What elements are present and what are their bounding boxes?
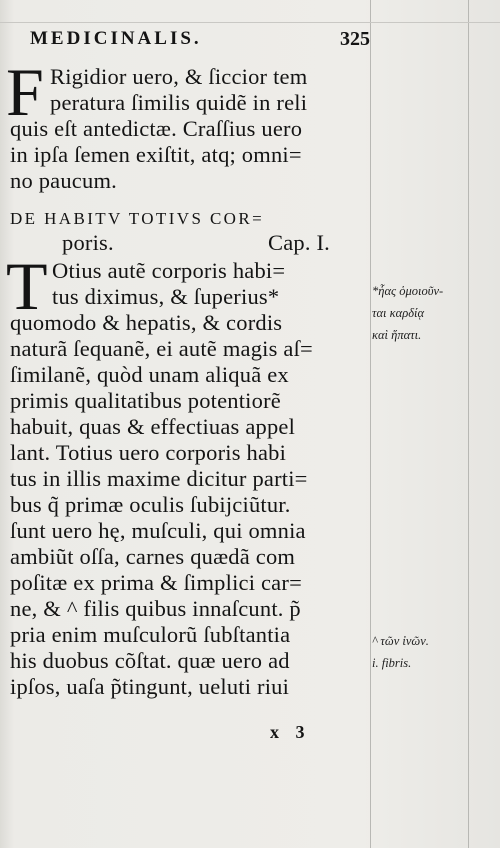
greek-marginal-note	[372, 280, 443, 346]
text-line: habuit, quas & effectiuas appel	[10, 414, 296, 439]
chapter-number: Cap. I.	[268, 230, 331, 255]
fibris-marginal-note	[372, 630, 429, 674]
text-line: quis eſt antedictæ. Craſſius uero	[10, 116, 303, 141]
text-line: his duobus cõſtat. quæ uero ad	[10, 648, 290, 673]
margin-line: ται καρδίᾳ	[372, 306, 425, 320]
signature-mark: x 3	[270, 722, 311, 742]
margin-line: καὶ ἥπατι.	[372, 328, 422, 342]
text-line: quomodo & hepatis, & cordis	[10, 310, 283, 335]
page-number: 325	[340, 28, 370, 50]
text-line: ipſos, uaſa p̃tingunt, ueluti riui	[10, 674, 290, 699]
text-line: Rigidior uero, & ſiccior tem	[50, 64, 308, 89]
text-line: naturã ſequanẽ, ei autẽ magis aſ=	[10, 336, 313, 361]
text-line: tus diximus, & ſuperius*	[52, 284, 280, 309]
text-line: Otius autẽ corporis habi=	[52, 258, 286, 283]
text-line: ne, & ^ filis quibus innaſcunt. p̃	[10, 596, 301, 621]
text-line: ſunt uero hę, muſculi, qui omnia	[10, 518, 306, 543]
text-line: bus q̃ primæ oculis ſubijciũtur.	[10, 492, 291, 517]
text-line: lant. Totius uero corporis habi	[10, 440, 287, 465]
page-fold-line	[370, 0, 371, 848]
text-line: tus in illis maxime dicitur parti=	[10, 466, 308, 491]
chapter-heading: DE HABITV TOTIVS COR=	[10, 209, 265, 228]
text-line: peratura ſimilis quidẽ in reli	[50, 90, 308, 115]
drop-cap-t: T	[6, 248, 48, 324]
text-line: poſitæ ex prima & ſimplici car=	[10, 570, 302, 595]
text-line: no paucum.	[10, 168, 117, 193]
margin-line: *ἧας ὁμοιοῦν-	[372, 284, 444, 298]
chapter-heading-cont: poris.	[62, 230, 114, 255]
margin-line: ^ τῶν ἰνῶν.	[372, 634, 429, 648]
text-line: pria enim muſculorũ ſubſtantia	[10, 622, 291, 647]
page-edge-line	[468, 0, 469, 848]
top-margin-line	[0, 22, 500, 23]
running-title: MEDICINALIS.	[30, 28, 202, 49]
drop-cap-f: F	[6, 54, 44, 130]
margin-line: i. fibris.	[372, 656, 412, 670]
text-line: ſimilanẽ, quòd unam aliquã ex	[10, 362, 289, 387]
text-line: ambiũt oſſa, carnes quædã com	[10, 544, 296, 569]
running-header	[30, 28, 370, 50]
text-line: in ipſa ſemen exiſtit, atq; omni=	[10, 142, 302, 167]
text-line: primis qualitatibus potentiorẽ	[10, 388, 281, 413]
